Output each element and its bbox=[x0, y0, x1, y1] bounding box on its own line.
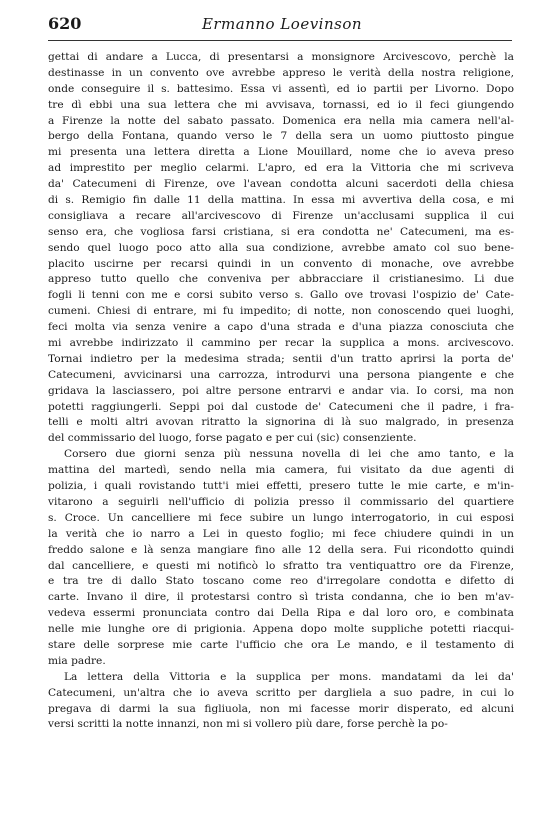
text-line: vitarono a seguirli nell'ufficio di polizia presso il commissario del quartiere bbox=[48, 495, 514, 508]
text-line: nelle mie lunghe ore di prigionia. Appena dopo molte suppliche potetti riacqui- bbox=[48, 623, 514, 636]
paragraph bbox=[48, 50, 514, 447]
text-line: tre dì ebbi una sua lettera che mi avvisava, tornassi, ed io il feci giungendo bbox=[48, 98, 514, 111]
text-line: cumeni. Chiesi di entrare, mi fu impedito; di notte, non conoscendo quei luoghi, bbox=[48, 305, 514, 318]
running-title: Ermanno Loevinson bbox=[201, 15, 363, 33]
text-line: onde conseguire il s. battesimo. Essa vi assentì, ed io partii per Livorno. Dopo bbox=[48, 82, 514, 95]
text-line: sendo quel luogo poco atto alla sua condizione, avrebbe amato col suo bene- bbox=[48, 241, 514, 254]
text-line: potetti raggiungerli. Seppi poi dal custode de' Catecumeni che il padre, i fra- bbox=[48, 400, 514, 413]
text-line: mia padre. bbox=[48, 654, 106, 667]
page-header bbox=[48, 14, 516, 36]
text-line: feci molta via senza venire a capo d'una strada e d'una piazza conosciuta che bbox=[48, 321, 514, 334]
text-line: fogli li tenni con me e corsi subito verso s. Gallo ove trovasi l'ospizio de' Cate- bbox=[48, 289, 514, 302]
text-line: stare delle sorprese mie carte l'ufficio che ora Le mando, e il testamento di bbox=[48, 638, 514, 651]
text-line: bergo della Fontana, quando verso le 7 della sera un uomo piuttosto pingue bbox=[48, 130, 514, 143]
text-line: polizia, i quali rovistando tutt'i miei effetti, presero tutte le mie carte, e m'in- bbox=[48, 480, 514, 493]
text-line: gridava la lasciassero, poi altre persone entrarvi e andar via. Io corsi, ma non bbox=[48, 384, 514, 397]
text-line: consigliava a recare all'arcivescovo di Firenze un'acclusami supplica il cui bbox=[48, 209, 514, 222]
text-line: vedeva essermi pronunciata contro dai Della Ripa e dal loro oro, e combinata bbox=[48, 607, 514, 620]
text-line: carte. Invano il dire, il protestarsi contro sì trista condanna, che io ben m'av- bbox=[48, 591, 514, 604]
text-line: dal cancelliere, e questi mi notificò lo sfratto tra ventiquattro ore da Firenze, bbox=[48, 559, 514, 572]
text-line: Corsero due giorni senza più nessuna novella di lei che amo tanto, e la bbox=[64, 448, 514, 461]
text-line: gettai di andare a Lucca, di presentarsi a monsignore Arcivescovo, perchè la bbox=[48, 51, 514, 63]
text-line: mi presenta una lettera diretta a Lione Mouillard, nome che io aveva preso bbox=[48, 146, 514, 159]
text-line: mi avrebbe indirizzato il cammino per recar la supplica a mons. arcivescovo. bbox=[48, 337, 514, 350]
text-line: La lettera della Vittoria e la supplica per mons. mandatami da lei da' bbox=[64, 670, 514, 683]
text-line: mattina del martedì, sendo nella mia camera, fui visitato da due agenti di bbox=[48, 464, 514, 477]
text-line: di s. Remigio fin dalle 11 della mattina. In essa mi avvertiva della cosa, e mi bbox=[48, 194, 514, 207]
page-number: 620 bbox=[48, 14, 82, 33]
paragraph bbox=[48, 447, 514, 669]
text-line: da' Catecumeni di Firenze, ove l'avean condotta alcuni sacerdoti della chiesa bbox=[48, 178, 514, 191]
body-text bbox=[48, 50, 514, 733]
text-line: appreso tutto quello che conveniva per abbracciare il cristianesimo. Li due bbox=[48, 273, 514, 286]
text-line: senso era, che vogliosa farsi cristiana, si era condotta ne' Catecumeni, ma es- bbox=[48, 225, 514, 238]
paragraph bbox=[48, 670, 514, 734]
text-line: Catecumeni, avvicinarsi una carrozza, introdurvi una persona piangente e che bbox=[48, 368, 514, 381]
text-line: del commissario del luogo, forse pagato e per cui (sic) consenziente. bbox=[48, 432, 417, 445]
text-line: la verità che io narro a Lei in questo foglio; mi fece chiudere quindi in un bbox=[48, 527, 514, 540]
text-line: Catecumeni, un'altra che io aveva scritto per dargliela a suo padre, in cui lo bbox=[48, 686, 514, 699]
text-line: freddo salone e là senza mangiare fino alle 12 della sera. Fui ricondotto quindi bbox=[48, 543, 514, 556]
text-line: e tra tre di dallo Stato toscano come reo d'irregolare condotta e difetto di bbox=[48, 575, 514, 588]
text-line: telli e molti altri avovan ritratto la signorina di là suo malgrado, in presenza bbox=[48, 416, 514, 429]
text-line: a Firenze la notte del sabato passato. Domenica era nella mia camera nell'al- bbox=[48, 114, 514, 127]
text-line: s. Croce. Un cancelliere mi fece subire un lungo interrogatorio, in cui esposi bbox=[48, 511, 514, 524]
text-line: Tornai indietro per la medesima strada; sentii d'un tratto aprirsi la porta de' bbox=[48, 352, 514, 365]
text-line: versi scritti la notte innanzi, non mi si vollero più dare, forse perchè la po- bbox=[48, 718, 448, 731]
text-line: pregava di darmi la sua figliuola, non mi facesse morir disperato, ed alcuni bbox=[48, 702, 514, 715]
text-line: placito uscirne per recarsi quindi in un convento di monache, ove avrebbe bbox=[48, 257, 514, 270]
text-line: ad imprestito per meglio celarmi. L'apro, ed era la Vittoria che mi scriveva bbox=[48, 162, 514, 175]
text-line: destinasse in un convento ove avrebbe appreso le verità della nostra religione, bbox=[48, 66, 514, 79]
header-rule bbox=[48, 40, 512, 41]
